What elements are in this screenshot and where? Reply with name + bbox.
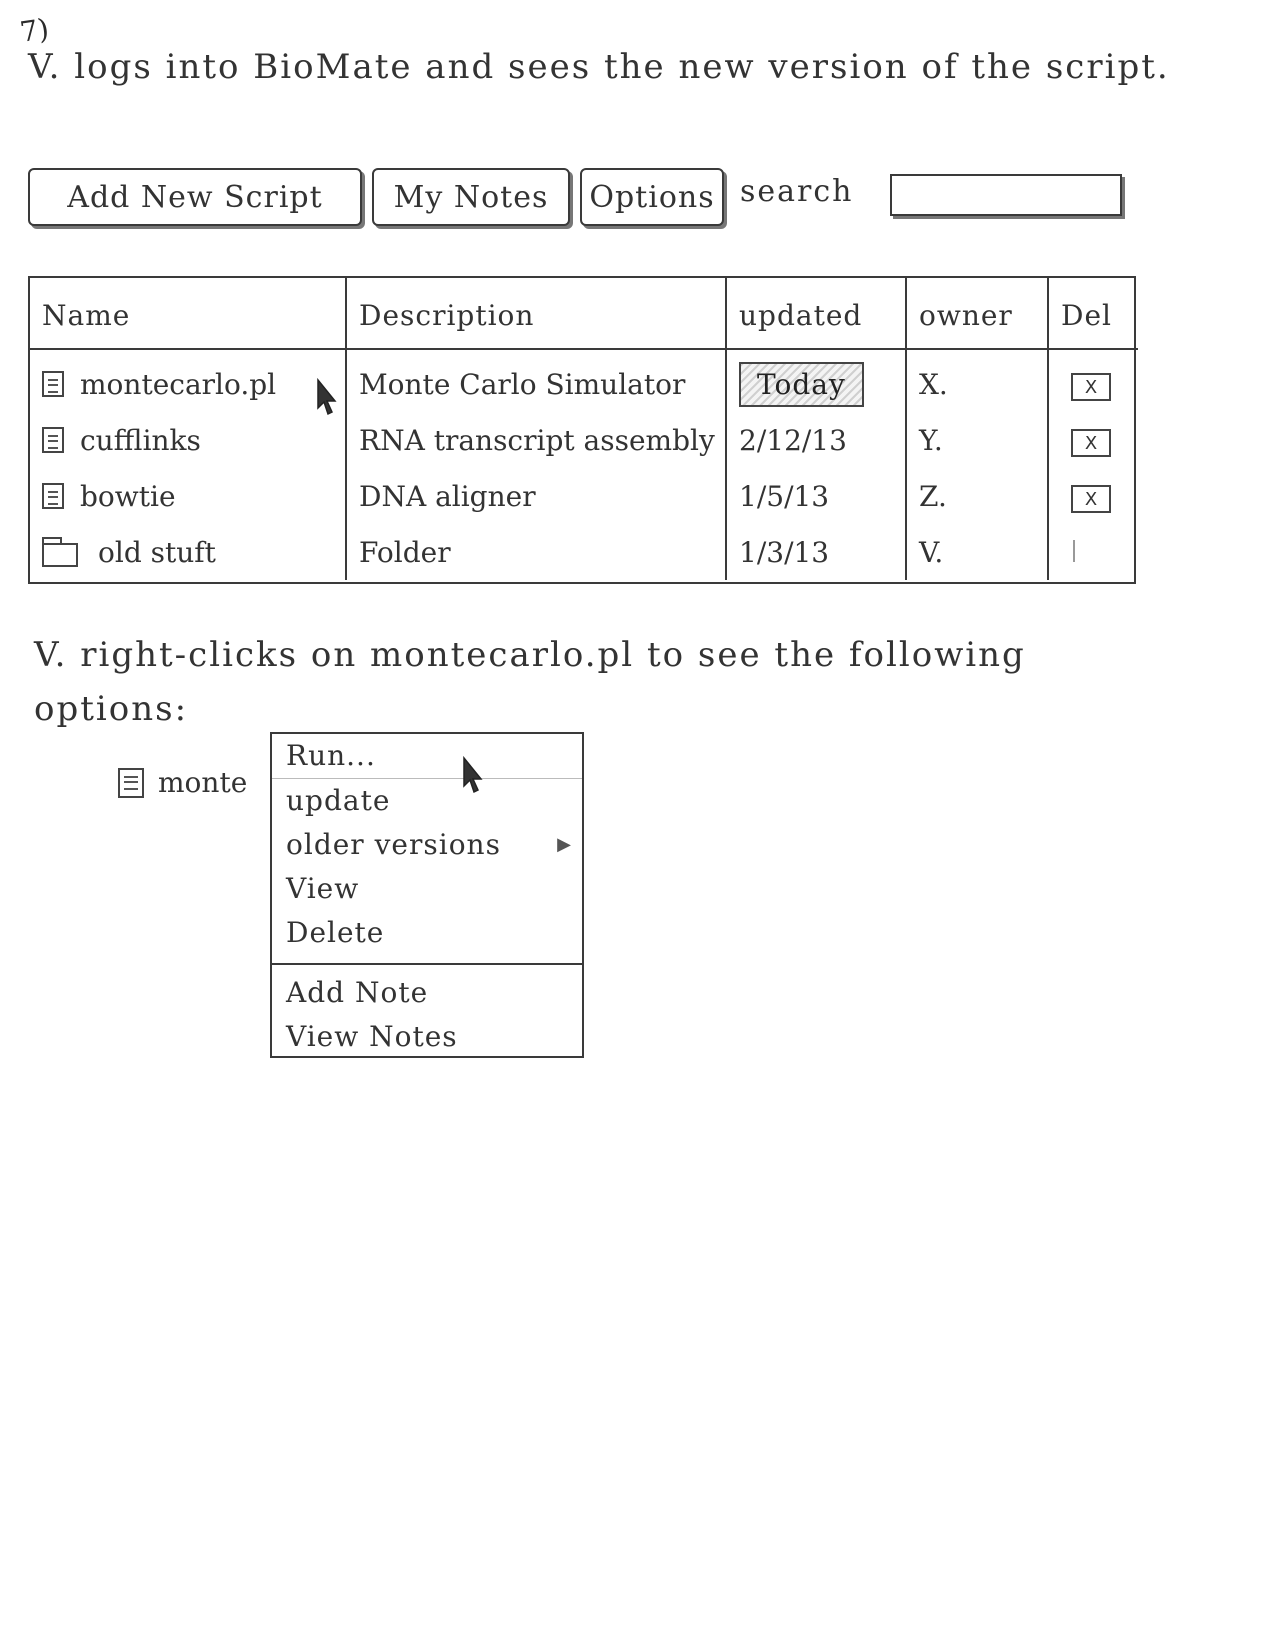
- context-file-item[interactable]: [118, 766, 247, 799]
- menu-item-view-notes[interactable]: View Notes: [286, 1020, 458, 1053]
- row-description: Folder: [346, 524, 726, 580]
- document-icon: [118, 768, 144, 798]
- delete-checkbox[interactable]: [1071, 373, 1111, 401]
- row-name[interactable]: cufflinks: [80, 423, 201, 457]
- document-icon: [42, 427, 64, 453]
- my-notes-button[interactable]: My Notes: [372, 168, 570, 226]
- menu-item-run[interactable]: Run...: [272, 734, 582, 779]
- row-updated: 1/5/13: [726, 468, 906, 524]
- column-header-updated[interactable]: updated: [726, 278, 906, 349]
- document-icon: [42, 483, 64, 509]
- menu-item-add-note[interactable]: Add Note: [286, 976, 429, 1009]
- row-description: RNA transcript assembly: [346, 412, 726, 468]
- row-updated: 2/12/13: [726, 412, 906, 468]
- menu-item-older-versions-label: older versions: [286, 828, 501, 861]
- menu-item-older-versions[interactable]: [272, 823, 582, 867]
- submenu-arrow-icon: ▶: [557, 834, 572, 855]
- menu-separator: [272, 963, 582, 965]
- table-row[interactable]: [30, 349, 1138, 412]
- column-header-name[interactable]: Name: [30, 278, 346, 349]
- context-narrative: V. right-clicks on montecarlo.pl to see the following options:: [34, 635, 1026, 729]
- row-owner: X.: [906, 349, 1048, 412]
- close-icon: X: [1084, 432, 1098, 454]
- row-owner: Y.: [906, 412, 1048, 468]
- table-row[interactable]: [30, 524, 1138, 580]
- search-label: search: [740, 174, 854, 209]
- context-menu: [270, 732, 584, 1058]
- close-icon: X: [1084, 488, 1098, 510]
- add-new-script-button[interactable]: Add New Script: [28, 168, 362, 226]
- script-table: [28, 276, 1136, 584]
- folder-icon: [42, 537, 82, 567]
- search-input[interactable]: [890, 174, 1122, 216]
- table-row[interactable]: [30, 468, 1138, 524]
- options-button[interactable]: Options: [580, 168, 724, 226]
- row-updated: 1/3/13: [726, 524, 906, 580]
- row-name[interactable]: old stuft: [98, 535, 216, 569]
- row-description: Monte Carlo Simulator: [346, 349, 726, 412]
- document-icon: [42, 371, 64, 397]
- close-icon: X: [1084, 376, 1098, 398]
- column-header-owner[interactable]: owner: [906, 278, 1048, 349]
- row-name[interactable]: montecarlo.pl: [80, 367, 277, 401]
- menu-item-update[interactable]: update: [286, 784, 391, 817]
- row-owner: Z.: [906, 468, 1048, 524]
- row-name[interactable]: bowtie: [80, 479, 176, 513]
- step-number: 7): [17, 12, 51, 49]
- row-owner: V.: [906, 524, 1048, 580]
- table-row[interactable]: [30, 412, 1138, 468]
- table-header-row: [30, 278, 1138, 349]
- column-header-del: Del: [1048, 278, 1138, 349]
- context-file-label: monte: [158, 766, 248, 799]
- menu-item-view[interactable]: View: [286, 872, 360, 905]
- delete-checkbox[interactable]: [1071, 429, 1111, 457]
- delete-checkbox-empty: [1073, 540, 1081, 562]
- updated-today-badge: Today: [739, 362, 864, 407]
- menu-item-delete[interactable]: Delete: [286, 916, 385, 949]
- row-description: DNA aligner: [346, 468, 726, 524]
- column-header-description[interactable]: Description: [346, 278, 726, 349]
- delete-checkbox[interactable]: [1071, 485, 1111, 513]
- intro-narrative: V. logs into BioMate and sees the new version of the script.: [28, 47, 1170, 87]
- toolbar: [28, 168, 1148, 232]
